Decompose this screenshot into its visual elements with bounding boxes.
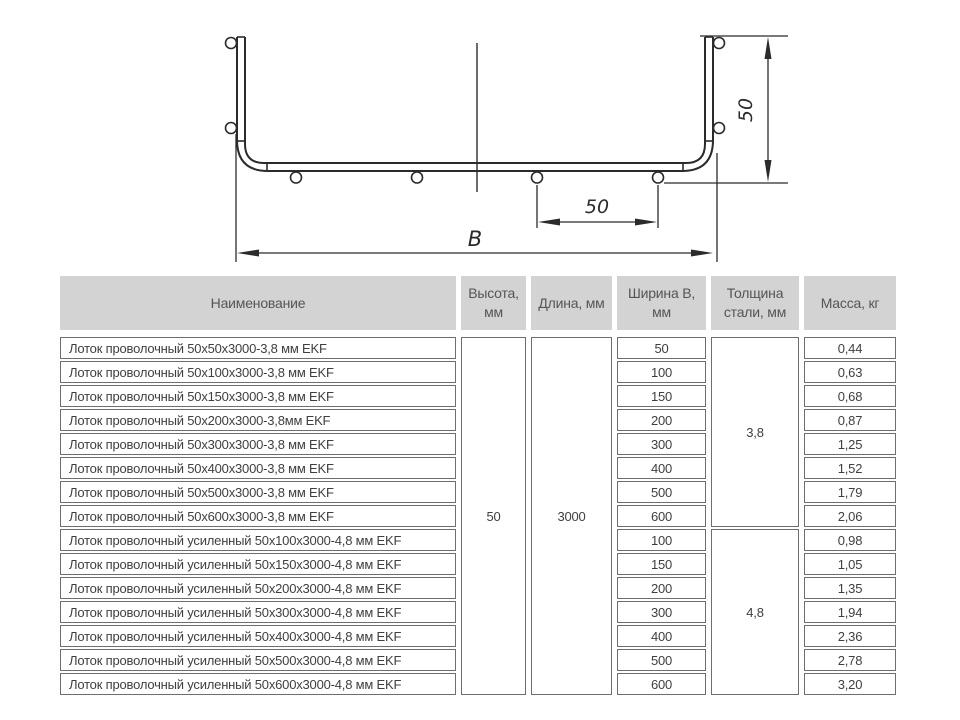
width-cell: 300: [617, 601, 706, 623]
product-name-cell: Лоток проволочный усиленный 50х400х3000-4,8 мм EKF: [60, 625, 456, 647]
spec-table: [60, 276, 896, 695]
width-cell: 100: [617, 361, 706, 383]
width-cell: 200: [617, 577, 706, 599]
merged-height-cell: 50: [461, 337, 526, 695]
mass-cell: 3,20: [804, 673, 896, 695]
mass-cell: 1,52: [804, 457, 896, 479]
tray-outer-profile: [237, 37, 713, 171]
wire-circle: [532, 172, 543, 183]
wire-circles: [226, 38, 725, 184]
dimension-side-height-label: 50: [735, 97, 757, 123]
width-cell: 400: [617, 457, 706, 479]
product-name-cell: Лоток проволочный 50х600х3000-3,8 мм EKF: [60, 505, 456, 527]
wire-circle: [226, 38, 237, 49]
mass-cell: 0,68: [804, 385, 896, 407]
merged-thickness-reinforced-cell: 4,8: [711, 529, 799, 695]
product-name-cell: Лоток проволочный 50х500х3000-3,8 мм EKF: [60, 481, 456, 503]
mass-cell: 1,79: [804, 481, 896, 503]
merged-thickness-standard-cell: 3,8: [711, 337, 799, 527]
width-cell: 500: [617, 481, 706, 503]
product-name-cell: Лоток проволочный 50х150х3000-3,8 мм EKF: [60, 385, 456, 407]
merged-length-cell: 3000: [531, 337, 612, 695]
header-height: Высота, мм: [461, 276, 526, 330]
width-cell: 100: [617, 529, 706, 551]
mass-cell: 0,63: [804, 361, 896, 383]
tray-section-ticks: [237, 37, 713, 171]
width-cell: 150: [617, 553, 706, 575]
header-width-b: Ширина В, мм: [617, 276, 706, 330]
tray-inner-profile: [245, 37, 705, 163]
arrow-right-icon: [691, 250, 713, 257]
arrow-down-icon: [765, 160, 772, 182]
dimension-b-label: В: [467, 227, 483, 251]
wire-circle: [714, 38, 725, 49]
spec-table-body: [60, 337, 896, 695]
arrow-left-icon: [538, 219, 560, 226]
product-name-cell: Лоток проволочный 50х200х3000-3,8мм EKF: [60, 409, 456, 431]
header-steel-thickness: Толщина стали, мм: [711, 276, 799, 330]
width-cell: 200: [617, 409, 706, 431]
product-name-cell: Лоток проволочный 50х400х3000-3,8 мм EKF: [60, 457, 456, 479]
product-name-cell: Лоток проволочный усиленный 50х500х3000-4,8 мм EKF: [60, 649, 456, 671]
mass-cell: 2,36: [804, 625, 896, 647]
mass-cell: 1,25: [804, 433, 896, 455]
product-name-cell: Лоток проволочный 50х300х3000-3,8 мм EKF: [60, 433, 456, 455]
wire-circle: [291, 172, 302, 183]
product-name-cell: Лоток проволочный 50х50х3000-3,8 мм EKF: [60, 337, 456, 359]
mass-cell: 0,44: [804, 337, 896, 359]
tray-cross-section-drawing: [0, 0, 960, 272]
mass-cell: 2,78: [804, 649, 896, 671]
mass-cell: 0,87: [804, 409, 896, 431]
header-name: Наименование: [60, 276, 456, 330]
wire-circle: [653, 172, 664, 183]
wire-circle: [714, 123, 725, 134]
spec-table-header-row: [60, 276, 896, 330]
product-name-cell: Лоток проволочный 50х100х3000-3,8 мм EKF: [60, 361, 456, 383]
width-cell: 500: [617, 649, 706, 671]
mass-cell: 0,98: [804, 529, 896, 551]
dimension-wire-spacing-label: 50: [584, 196, 610, 218]
width-cell: 600: [617, 673, 706, 695]
arrow-right-icon: [635, 219, 657, 226]
width-cell: 400: [617, 625, 706, 647]
product-name-cell: Лоток проволочный усиленный 50х600х3000-4,8 мм EKF: [60, 673, 456, 695]
product-name-cell: Лоток проволочный усиленный 50х150х3000-4,8 мм EKF: [60, 553, 456, 575]
product-name-cell: Лоток проволочный усиленный 50х300х3000-4,8 мм EKF: [60, 601, 456, 623]
wire-circle: [412, 172, 423, 183]
mass-cell: 1,35: [804, 577, 896, 599]
width-cell: 600: [617, 505, 706, 527]
wire-circle: [226, 123, 237, 134]
arrow-up-icon: [765, 37, 772, 59]
mass-cell: 2,06: [804, 505, 896, 527]
product-name-cell: Лоток проволочный усиленный 50х200х3000-4,8 мм EKF: [60, 577, 456, 599]
mass-cell: 1,94: [804, 601, 896, 623]
width-cell: 300: [617, 433, 706, 455]
tray-outline: [237, 37, 713, 171]
product-name-cell: Лоток проволочный усиленный 50х100х3000-4,8 мм EKF: [60, 529, 456, 551]
width-cell: 50: [617, 337, 706, 359]
width-cell: 150: [617, 385, 706, 407]
mass-cell: 1,05: [804, 553, 896, 575]
arrow-left-icon: [237, 250, 259, 257]
header-mass: Масса, кг: [804, 276, 896, 330]
header-length: Длина, мм: [531, 276, 612, 330]
